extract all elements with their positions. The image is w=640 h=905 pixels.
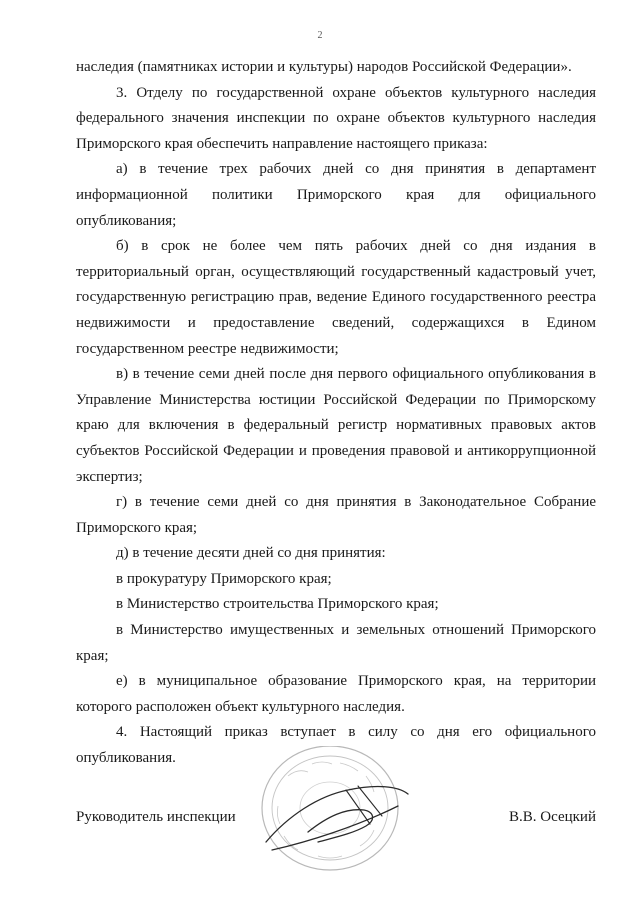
paragraph-item-e: е) в муниципальное образование Приморского края, на территории которого расположен объект культурного наследия. [76, 673, 596, 715]
paragraph-item-b: б) в срок не более чем пять рабочих дней со дня издания в территориальный орган, осуществляющий государственный кадастровый учет, государственную регистрацию прав, ведение Единого государственного реестра недвижимости и предоставление сведений, содержащихся в Едином государственном реестре недвижимости; [76, 238, 596, 357]
paragraph-item-a: а) в течение трех рабочих дней со дня принятия в департамент информационной политики Приморского края для официального опубликования; [76, 161, 596, 229]
signatory-position: Руководитель инспекции [76, 809, 236, 825]
document-body [76, 55, 596, 772]
paragraph-item-d-construction: в Министерство строительства Приморского края; [116, 596, 439, 613]
paragraph-item-d-property: в Министерство имущественных и земельных отношений Приморского края; [76, 622, 596, 664]
signatory-name: В.В. Осецкий [509, 809, 596, 825]
paragraph-item-v: в) в течение семи дней после дня первого официального опубликования в Управление Министерства юстиции Российской Федерации по Приморскому краю для включения в федеральный регистр нормативных правовых актов субъектов Российской Федерации и проведения правовой и антикоррупционной экспертиз; [76, 366, 596, 485]
paragraph-item-4: 4. Настоящий приказ вступает в силу со дня его официального опубликования. [76, 724, 596, 767]
paragraph-item-d: д) в течение десяти дней со дня принятия: [116, 545, 386, 562]
paragraph-item-g: г) в течение семи дней со дня принятия в Законодательное Собрание Приморского края; [76, 494, 596, 536]
paragraph-item-d-prosecutor: в прокуратуру Приморского края; [116, 570, 332, 587]
page-number: 2 [317, 30, 323, 41]
official-seal-icon [248, 746, 418, 886]
paragraph-continuation: наследия (памятниках истории и культуры) народов Российской Федерации». [76, 59, 572, 75]
paragraph-item-3: 3. Отделу по государственной охране объектов культурного наследия федерального значения инспекции по охране объектов культурного наследия Приморского края обеспечить направление настоящего приказа: [76, 84, 596, 152]
